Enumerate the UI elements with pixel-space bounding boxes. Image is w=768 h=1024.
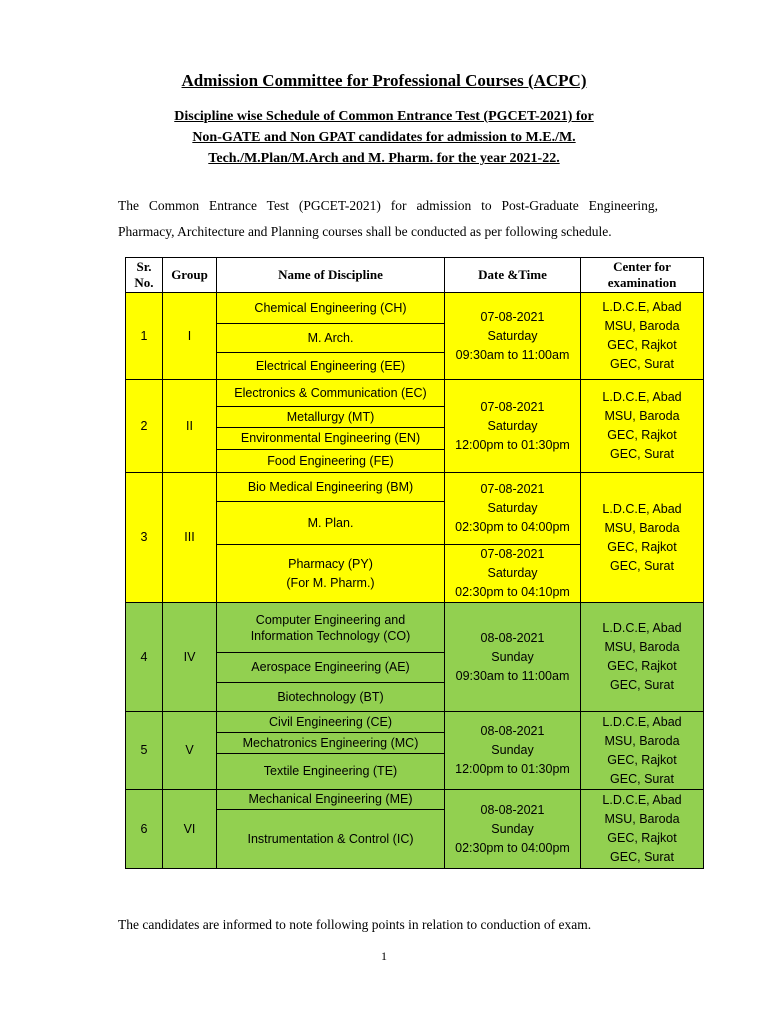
group-cell: I [163, 293, 217, 380]
discipline-cell: Computer Engineering and Information Technology (CO) [217, 603, 445, 653]
header-center: Center for examination [581, 258, 704, 293]
sr-no-cell: 1 [126, 293, 163, 380]
discipline-cell: Civil Engineering (CE) [217, 712, 445, 733]
discipline-cell: M. Plan. [217, 502, 445, 545]
table-row [126, 603, 704, 653]
page-number: 1 [381, 949, 387, 963]
discipline-cell: Metallurgy (MT) [217, 407, 445, 428]
table-header-row [126, 258, 704, 293]
header-group: Group [163, 258, 217, 293]
sr-no-cell: 6 [126, 790, 163, 869]
discipline-cell: Chemical Engineering (CH) [217, 293, 445, 324]
schedule-table [125, 257, 704, 869]
discipline-cell: Environmental Engineering (EN) [217, 428, 445, 450]
header-sr-no: Sr. No. [126, 258, 163, 293]
discipline-cell: M. Arch. [217, 324, 445, 353]
center-cell: L.D.C.E, Abad MSU, Baroda GEC, Rajkot GEC, Surat [581, 790, 704, 869]
datetime-cell: 07-08-2021 Saturday 02:30pm to 04:10pm [445, 545, 581, 603]
table-row [126, 712, 704, 733]
center-cell: L.D.C.E, Abad MSU, Baroda GEC, Rajkot GEC, Surat [581, 473, 704, 603]
datetime-cell: 07-08-2021 Saturday 09:30am to 11:00am [445, 293, 581, 380]
table-row [126, 380, 704, 407]
discipline-cell: Mechatronics Engineering (MC) [217, 733, 445, 754]
sr-no-cell: 4 [126, 603, 163, 712]
intro-line: Pharmacy, Architecture and Planning courses shall be conducted as per following schedule. [118, 224, 612, 239]
datetime-cell: 07-08-2021 Saturday 02:30pm to 04:00pm [445, 473, 581, 545]
center-cell: L.D.C.E, Abad MSU, Baroda GEC, Rajkot GEC, Surat [581, 380, 704, 473]
header-discipline: Name of Discipline [217, 258, 445, 293]
center-cell: L.D.C.E, Abad MSU, Baroda GEC, Rajkot GEC, Surat [581, 293, 704, 380]
intro-paragraph [118, 193, 658, 245]
discipline-cell: Pharmacy (PY) (For M. Pharm.) [217, 545, 445, 603]
center-cell: L.D.C.E, Abad MSU, Baroda GEC, Rajkot GEC, Surat [581, 712, 704, 790]
sr-no-cell: 5 [126, 712, 163, 790]
discipline-cell: Aerospace Engineering (AE) [217, 653, 445, 683]
sr-no-cell: 2 [126, 380, 163, 473]
discipline-cell: Food Engineering (FE) [217, 450, 445, 473]
datetime-cell: 07-08-2021 Saturday 12:00pm to 01:30pm [445, 380, 581, 473]
discipline-cell: Electronics & Communication (EC) [217, 380, 445, 407]
group-cell: II [163, 380, 217, 473]
document-title: Admission Committee for Professional Courses (ACPC) [181, 71, 587, 90]
header-datetime: Date &Time [445, 258, 581, 293]
center-cell: L.D.C.E, Abad MSU, Baroda GEC, Rajkot GEC, Surat [581, 603, 704, 712]
table-row [126, 473, 704, 502]
discipline-cell: Textile Engineering (TE) [217, 754, 445, 790]
group-cell: IV [163, 603, 217, 712]
subtitle-line: Discipline wise Schedule of Common Entrance Test (PGCET-2021) for [174, 109, 594, 124]
sr-no-cell: 3 [126, 473, 163, 603]
table-row [126, 790, 704, 810]
discipline-cell: Biotechnology (BT) [217, 683, 445, 712]
datetime-cell: 08-08-2021 Sunday 12:00pm to 01:30pm [445, 712, 581, 790]
subtitle-line: Tech./M.Plan/M.Arch and M. Pharm. for the year 2021-22. [208, 151, 560, 166]
group-cell: III [163, 473, 217, 603]
group-cell: V [163, 712, 217, 790]
datetime-cell: 08-08-2021 Sunday 02:30pm to 04:00pm [445, 790, 581, 869]
document-subtitle [120, 106, 648, 169]
discipline-cell: Instrumentation & Control (IC) [217, 810, 445, 869]
intro-line: The Common Entrance Test (PGCET-2021) for admission to Post-Graduate Engineering, [118, 198, 658, 213]
datetime-cell: 08-08-2021 Sunday 09:30am to 11:00am [445, 603, 581, 712]
discipline-cell: Electrical Engineering (EE) [217, 353, 445, 380]
table-row [126, 293, 704, 324]
discipline-cell: Mechanical Engineering (ME) [217, 790, 445, 810]
group-cell: VI [163, 790, 217, 869]
footer-note: The candidates are informed to note following points in relation to conduction of exam. [118, 917, 592, 932]
subtitle-line: Non-GATE and Non GPAT candidates for admission to M.E./M. [192, 130, 576, 145]
discipline-cell: Bio Medical Engineering (BM) [217, 473, 445, 502]
